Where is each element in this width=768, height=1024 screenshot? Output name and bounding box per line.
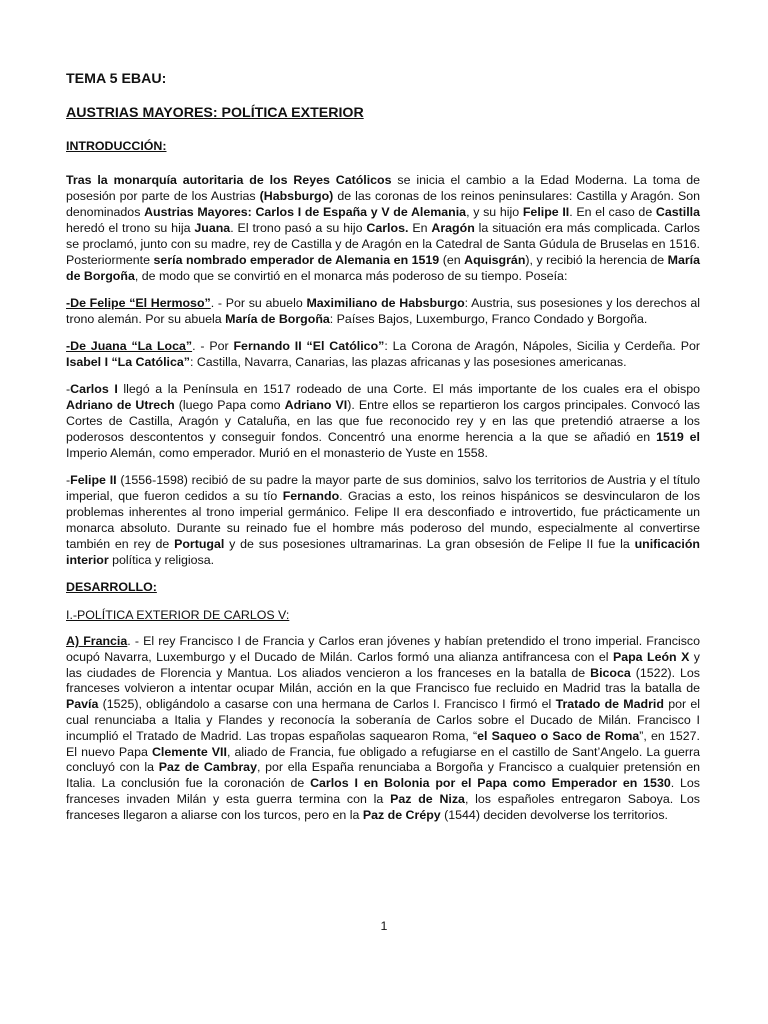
bold-text: A) Francia <box>66 634 128 648</box>
bold-text: Aragón <box>431 221 475 235</box>
paragraph-intro: Tras la monarquía autoritaria de los Reyes Católicos se inicia el cambio a la Edad Moderna. La toma de posesión por parte de los Austrias (Habsburgo) de las coronas de los reinos peninsulares: Castilla y Aragón. Son denominados Austrias Mayores: Carlos I de España y V de Alemania, y su hijo Felipe II. En el caso de Castilla heredó el trono su hija Juana. El trono pasó a su hijo Carlos. En Aragón la situación era más complicada. Carlos se proclamó, junto con su madre, rey de Castilla y de Aragón en la Catedral de Santa Gúdula de Bruselas en 1516. Posteriormente sería nombrado emperador de Alemania en 1519 (en Aquisgrán), y recibió la herencia de María de Borgoña, de modo que se convirtió en el monarca más poderoso de su tiempo. Poseía: <box>66 173 701 283</box>
page-content <box>66 70 700 835</box>
bold-text: Felipe II <box>522 205 570 219</box>
bold-text: Isabel I “La Católica” <box>66 355 190 369</box>
bold-text: Paz de Cambray <box>158 760 257 775</box>
paragraph-felipe-ii: -Felipe II (1556-1598) recibió de su padre la mayor parte de sus dominios, salvo los territorios de Austria y el título imperial, que fueron cedidos a su tío Fernando. Gracias a esto, los reinos hispánicos se desvincularon de los problemas inherentes al trono imperial germánico. Felipe II era desconfiado e introvertido, fue prácticamente un monarca absoluto. Durante su reinado fue el hombre más poderoso del mundo, especialmente al convertirse también en rey de Portugal y de sus posesiones ultramarinas. La gran obsesión de Felipe II fue la unificación interior política y religiosa. <box>66 473 701 567</box>
bold-text: -De Felipe “El Hermoso” <box>66 296 211 310</box>
bold-text: Castilla <box>655 205 700 219</box>
paragraph-felipe-hermoso: -De Felipe “El Hermoso”. - Por su abuelo Maximiliano de Habsburgo: Austria, sus posesiones y los derechos al trono alemán. Por su abuela María de Borgoña: Países Bajos, Luxemburgo, Franco Condado y Borgoña. <box>66 296 701 326</box>
section-title-politica-exterior <box>66 607 700 623</box>
bold-text: María de Borgoña <box>225 312 330 326</box>
bold-text: sería nombrado emperador de Alemania en 1519 <box>153 253 440 267</box>
page-number: 1 <box>380 919 388 933</box>
bold-text: Fernando <box>282 489 340 503</box>
bold-text: (Habsburgo) <box>259 189 334 203</box>
bold-text: Carlos I <box>70 382 118 396</box>
bold-text: Pavía <box>66 697 99 712</box>
bold-text: Fernando II “El Católico” <box>233 339 385 353</box>
bold-text: María de Borgoña <box>66 253 701 283</box>
bold-text: Juana <box>194 221 231 235</box>
bold-text: Felipe II <box>70 473 117 487</box>
bold-text: Tras la monarquía autoritaria de los Reyes Católicos <box>66 173 392 187</box>
bold-text: Carlos I en Bolonia por el Papa como Emperador en 1530 <box>310 776 671 791</box>
bold-text: Bicoca <box>590 665 631 680</box>
section-title-text: I.-POLÍTICA EXTERIOR DE CARLOS V: <box>66 608 290 622</box>
bold-text: Papa León X <box>612 649 690 664</box>
bold-text: Portugal <box>174 537 225 551</box>
bold-text: Paz de Crépy <box>362 807 441 822</box>
bold-text: Austrias Mayores: Carlos I de España y V de Alemania <box>144 205 467 219</box>
paragraph-francia: A) Francia. - El rey Francisco I de Francia y Carlos eran jóvenes y habían pretendido el trono imperial. Francisco ocupó Navarra, Luxemburgo y el Ducado de Milán. Carlos formó una alianza antifrancesa con el Papa León X y las ciudades de Florencia y Mantua. Los aliados vencieron a los franceses en la batalla de Bicoca (1522). Los franceses volvieron a intentar ocupar Milán, acción en la que Francisco fue recluido en Madrid tras la batalla de Pavía (1525), obligándolo a casarse con una hermana de Carlos I. Francisco I firmó el Tratado de Madrid por el cual renunciaba a Italia y Flandes y reconocía la soberanía de Carlos sobre el Ducado de Milán. Francisco I incumplió el Tratado de Madrid. Las tropas españolas saquearon Roma, “el Saqueo o Saco de Roma”, en 1527. El nuevo Papa Clemente VII, aliado de Francia, fue obligado a refugiarse en el castillo de Sant’Angelo. La guerra concluyó con la Paz de Cambray, por ella España renunciaba a Borgoña y Francisco a cualquier pretensión en Italia. La conclusión fue la coronación de Carlos I en Bolonia por el Papa como Emperador en 1530. Los franceses invaden Milán y esta guerra termina con la Paz de Niza, los españoles entregaron Saboya. Los franceses llegaron a aliarse con los turcos, pero en la Paz de Crépy (1544) deciden devolverse los territorios. <box>66 634 701 822</box>
paragraph-carlos-i: -Carlos I llegó a la Península en 1517 rodeado de una Corte. El más importante de los cuales era el obispo Adriano de Utrech (luego Papa como Adriano VI). Entre ellos se repartieron los cargos principales. Convocó las Cortes de Castilla, Aragón y Cataluña, en las que fue reconocido rey y en las que pretendió atraerse a los poderosos descontentos y conseguir fondos. Concentró una enorme herencia a la que se añadió en 1519 el Imperio Alemán, como emperador. Murió en el monasterio de Yuste en 1558. <box>66 382 701 460</box>
bold-text: Clemente VII <box>151 744 227 759</box>
heading-introduccion: INTRODUCCIÓN: <box>66 139 167 153</box>
bold-text: Maximiliano de Habsburgo <box>306 296 465 310</box>
bold-text: 1519 el <box>656 430 700 444</box>
document-title: TEMA 5 EBAU: <box>66 71 167 87</box>
bold-text: Aquisgrán <box>464 253 526 267</box>
bold-text: Paz de Niza <box>390 791 465 806</box>
bold-text: Adriano de Utrech <box>66 398 175 412</box>
paragraph-juana-loca: -De Juana “La Loca”. - Por Fernando II “El Católico”: La Corona de Aragón, Nápoles, Sicilia y Cerdeña. Por Isabel I “La Católica”: Castilla, Navarra, Canarias, las plazas africanas y las posesiones americanas. <box>66 339 701 369</box>
bold-text: unificación interior <box>66 537 700 567</box>
bold-text: el Saqueo o Saco de Roma <box>477 728 640 743</box>
bold-text: Adriano VI <box>284 398 348 412</box>
document-subtitle: AUSTRIAS MAYORES: POLÍTICA EXTERIOR <box>66 105 364 121</box>
bold-text: Tratado de Madrid <box>555 697 664 712</box>
bold-text: -De Juana “La Loca” <box>66 339 193 353</box>
heading-desarrollo: DESARROLLO: <box>66 580 157 594</box>
bold-text: Carlos. <box>366 221 409 235</box>
